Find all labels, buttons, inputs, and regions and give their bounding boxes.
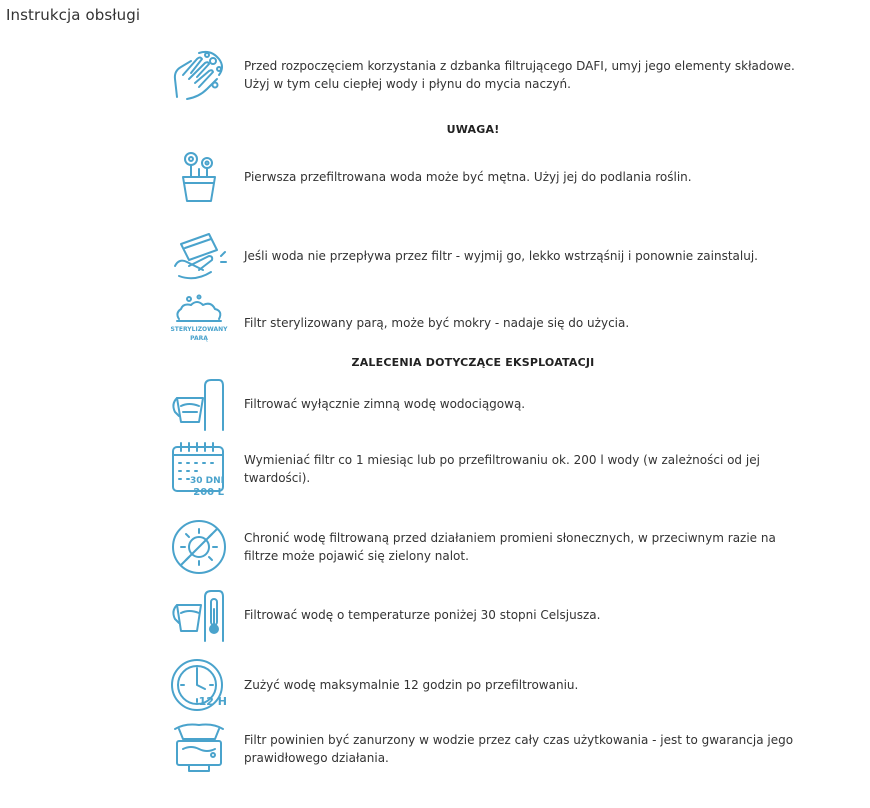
calendar-icon: [168, 438, 230, 500]
recommendation-row-cold-water: [168, 373, 808, 435]
steam-icon-label-1: STERYLIZOWANY: [170, 326, 228, 333]
recommendation-text: Filtrować wodę o temperaturze poniżej 30 stopni Celsjusza.: [244, 608, 601, 622]
warning-text: Jeśli woda nie przepływa przez filtr - wyjmij go, lekko wstrząśnij i ponownie zainstaluj.: [244, 249, 758, 263]
recommendation-row-sunlight: [168, 516, 808, 578]
warning-text: Pierwsza przefiltrowana woda może być mętna. Użyj jej do podlania roślin.: [244, 170, 692, 184]
calendar-icon-label-1: 30 DNI: [189, 476, 224, 486]
recommendation-text: Wymieniać filtr co 1 miesiąc lub po przefiltrowaniu ok. 200 l wody (w zależności od jej twardości).: [244, 453, 760, 485]
recommendation-text: Zużyć wodę maksymalnie 12 godzin po przefiltrowaniu.: [244, 678, 579, 692]
steam-sterilized-icon: [168, 292, 230, 354]
recommendation-text: Chronić wodę filtrowaną przed działaniem promieni słonecznych, w przeciwnym razie na filtrze może pojawić się zielony nalot.: [244, 531, 776, 563]
recommendation-row-submerged: [168, 718, 808, 780]
clock-icon: [168, 654, 230, 716]
recommendation-row-temperature: [168, 584, 808, 646]
recommendations-heading: ZALECENIA DOTYCZĄCE EKSPLOATACJI: [351, 356, 595, 369]
clock-icon-label: 12 H: [198, 695, 227, 708]
warning-row-steam: [168, 292, 808, 354]
hands-washing-icon: [168, 44, 230, 106]
no-sun-icon: [168, 516, 230, 578]
filter-submerged-icon: [168, 718, 230, 780]
warning-text: Filtr sterylizowany parą, może być mokry - nadaje się do użycia.: [244, 316, 630, 330]
recommendation-row-12h: [168, 654, 808, 716]
pitcher-thermometer-icon: [168, 584, 230, 646]
recommendation-row-replace: [168, 438, 808, 500]
instruction-row-wash: [168, 44, 808, 106]
recommendation-text: Filtr powinien być zanurzony w wodzie przez cały czas użytkowania - jest to gwarancja jego prawidłowego działania.: [244, 733, 794, 765]
pitcher-tap-icon: [168, 373, 230, 435]
plant-pot-icon: [168, 146, 230, 208]
hand-shaking-filter-icon: [168, 225, 230, 287]
warning-row-shake: [168, 225, 808, 287]
instruction-text: Przed rozpoczęciem korzystania z dzbanka filtrującego DAFI, umyj jego elementy składowe. Użyj w tym celu ciepłej wody i płynu do mycia naczyń.: [244, 59, 795, 91]
page-title: Instrukcja obsługi: [6, 6, 141, 24]
steam-icon-label-2: PARĄ: [190, 335, 208, 342]
recommendation-text: Filtrować wyłącznie zimną wodę wodociągową.: [244, 397, 526, 411]
warning-row-plant: [168, 146, 808, 208]
warning-heading: UWAGA!: [446, 123, 500, 136]
calendar-icon-label-2: 200 L: [193, 487, 224, 498]
